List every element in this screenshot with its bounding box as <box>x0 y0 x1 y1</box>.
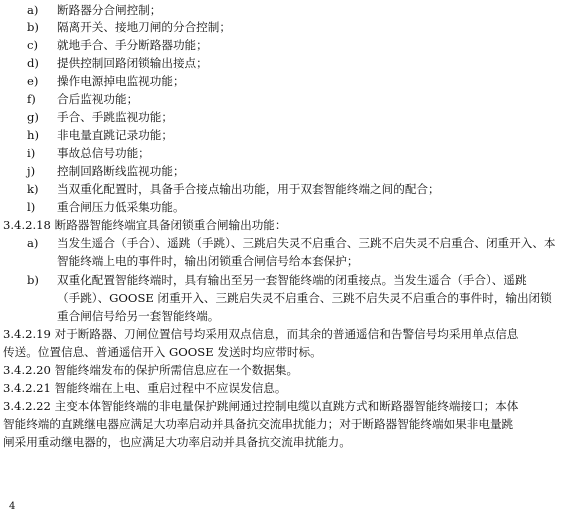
paragraph-continuation: 闸采用重动继电器的，也应满足大功率启动并具备抗交流串扰能力。 <box>3 435 351 449</box>
paragraph-3-4-2-21: 3.4.2.21 智能终端在上电、重启过程中不应误发信息。 <box>3 381 287 395</box>
paragraph-3-4-2-20: 3.4.2.20 智能终端发布的保护所需信息应在一个数据集。 <box>3 363 299 377</box>
paragraph-continuation: 智能终端的直跳继电器应满足大功率启动并具备抗交流串扰能力；对于断路器智能终端如果非电量跳 <box>3 417 514 431</box>
paragraph-3-4-2-19: 3.4.2.19 对于断路器、刀闸位置信号均采用双点信息，而其余的普通遥信和告警信号均采用单点信息 <box>3 327 519 341</box>
paragraph-3-4-2-22: 3.4.2.22 主变本体智能终端的非电量保护跳闸通过控制电缆以直跳方式和断路器智能终端接口；本体 <box>3 399 519 413</box>
page-number: 4 <box>9 501 16 512</box>
section-heading-3-4-2-18: 3.4.2.18 断路器智能终端宜具备闭锁重合闸输出功能： <box>3 218 287 232</box>
paragraph-continuation: 传送。位置信息、普通遥信开入 GOOSE 发送时均应带时标。 <box>3 345 322 359</box>
document-page: a) 断路器分合闸控制； b) 隔离开关、接地刀闸的分合控制； c) 就地手合、手分断路器功能； d) 提供控制回路闭锁输出接点； e) 操作电源掉电监视功能； f) 合后监视功能； g) 手合、手跳监视功能； h) 非电量直跳记录功能； i) 事故总信号功能； j) 控制回路断线监视功能； k) 当双重化配置时，具备手合接点输出功能，用于双套智能终端之间的配合； l) 重合闸压力低采集功能。 3.4.2.18 断路器智能终端宜具备闭锁重合闸输出功能： a) 当发生遥合（手合）、遥跳（手跳）、三跳启失灵不启重合、三跳不启失灵不启重合、闭重开入、本 智能终端上电的事件时，输出闭锁重合闸信号给本套保护； b) 双重化配置智能终端时，具有输出至另一套智能终端的闭重接点。当发生遥合（手合）、遥跳 （手跳）、GOOSE 闭重开入、三跳启失灵不启重合、三跳不启失灵不启重合的事件时，输出闭锁 重合闸信号给另一套智能终端。 3.4.2.19 对于断路器、刀闸位置信号均采用双点信息，而其余的普通遥信和告警信号均采用单点信息 传送。位置信息、普通遥信开入 GOOSE 发送时均应带时标。 3.4.2.20 智能终端发布的保护所需信息应在一个数据集。 3.4.2.21 智能终端在上电、重启过程中不应误发信息。 3.4.2.22 主变本体智能终端的非电量保护跳闸通过控制电缆以直跳方式和断路器智能终端接口；本体 智能终端的直跳继电器应满足大功率启动并具备抗交流串扰能力；对于断路器智能终端如果非电量跳 闸采用重动继电器的，也应满足大功率启动并具备抗交流串扰能力。 4 <box>3 3 556 512</box>
